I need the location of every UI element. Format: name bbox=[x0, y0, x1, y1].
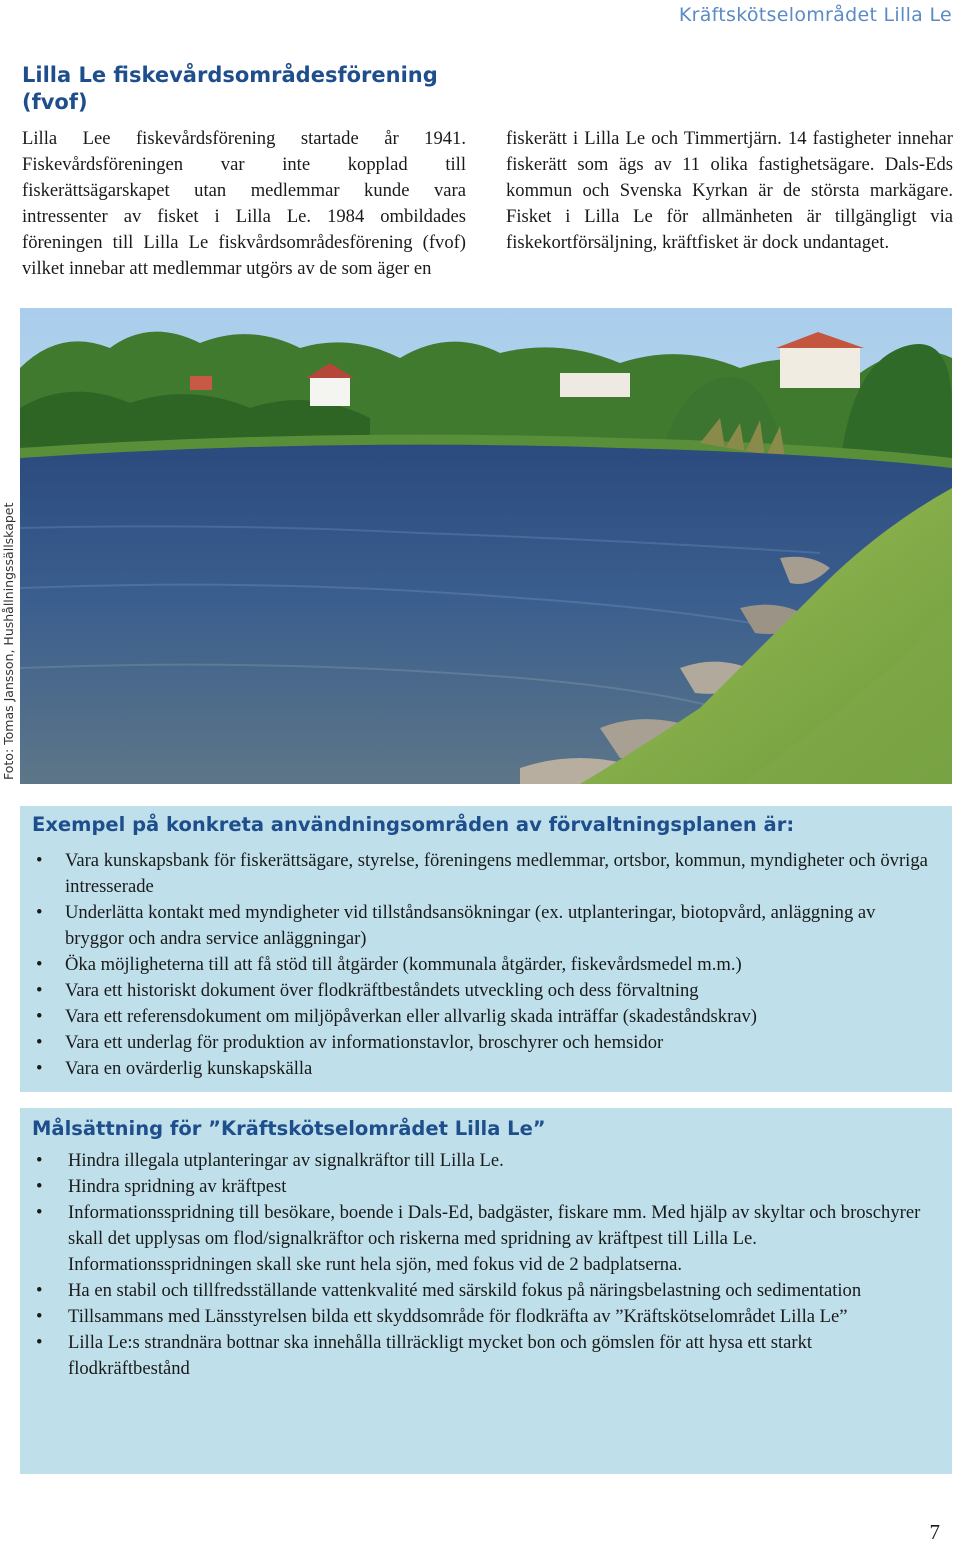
bullet-icon: • bbox=[36, 1150, 43, 1171]
list-item bbox=[32, 952, 940, 978]
list-item bbox=[32, 900, 940, 952]
running-header: Kräftskötselområdet Lilla Le bbox=[678, 4, 952, 26]
list-item bbox=[32, 1330, 940, 1382]
list-item-text: Hindra illegala utplanteringar av signalkräftor till Lilla Le. bbox=[68, 1150, 504, 1171]
list-item-text: Tillsammans med Länsstyrelsen bilda ett skyddsområde för flodkräfta av ”Kräftskötselområdet Lilla Le” bbox=[68, 1306, 848, 1327]
list-item-text: Vara ett referensdokument om miljöpåverkan eller allvarlig skada inträffar (skadeståndskrav) bbox=[65, 1006, 757, 1027]
list-item bbox=[32, 1200, 940, 1278]
bullet-icon: • bbox=[36, 1306, 43, 1327]
list-item-text: Ha en stabil och tillfredsställande vattenkvalité med särskild fokus på näringsbelastning och sedimentation bbox=[68, 1280, 862, 1301]
bullet-icon: • bbox=[36, 954, 43, 975]
list-item-text: Öka möjligheterna till att få stöd till åtgärder (kommunala åtgärder, fiskevårdsmedel m.m.) bbox=[65, 954, 742, 975]
bullet-icon: • bbox=[36, 1058, 43, 1079]
goals-title: Målsättning för ”Kräftskötselområdet Lilla Le” bbox=[32, 1117, 546, 1140]
list-item-text: Vara en ovärderlig kunskapskälla bbox=[65, 1058, 313, 1079]
body-text-left-column: Lilla Lee fiskevårdsförening startade år 1941. Fiskevårdsföreningen var inte kopplad till fiskerättsägarskapet utan medlemmar kunde vara intressenter av fisket i Lilla Le. 1984 ombildades föreningen till Lilla Le fiskvårdsområdesförening (fvof) vilket innebar att medlemmar utgörs av de som äger en bbox=[22, 128, 466, 279]
bullet-icon: • bbox=[36, 1006, 43, 1027]
list-item bbox=[32, 1030, 940, 1056]
bullet-icon: • bbox=[36, 1032, 43, 1053]
bullet-icon: • bbox=[36, 1332, 43, 1353]
list-item bbox=[32, 1004, 940, 1030]
bullet-icon: • bbox=[36, 1176, 43, 1197]
list-item bbox=[32, 848, 940, 900]
body-text-right-column: fiskerätt i Lilla Le och Timmertjärn. 14 fastigheter innehar fiskerätt som ägs av 11 olika fastighetsägare. Dals-Eds kommun och Svenska Kyrkan är de största markägare. Fisket i Lilla Le för allmänheten är tillgängligt via fiskekortförsäljning, kräftfisket är dock undantaget. bbox=[506, 128, 953, 253]
usage-examples-box bbox=[20, 806, 952, 1092]
photo-credit: Foto: Tomas Jansson, Hushållningssällskapet bbox=[1, 502, 16, 780]
bullet-icon: • bbox=[36, 902, 43, 923]
list-item-text: Hindra spridning av kräftpest bbox=[68, 1176, 287, 1197]
list-item bbox=[32, 1304, 940, 1330]
usage-examples-list bbox=[32, 848, 940, 1082]
section-title: Lilla Le fiskevårdsområdesförening (fvof) bbox=[22, 63, 438, 114]
list-item bbox=[32, 1148, 940, 1174]
lake-photo bbox=[20, 308, 952, 784]
list-item bbox=[32, 1056, 940, 1082]
goals-box bbox=[20, 1108, 952, 1474]
bullet-icon: • bbox=[36, 1202, 43, 1223]
list-item-text: Vara ett underlag för produktion av informationstavlor, broschyrer och hemsidor bbox=[65, 1032, 664, 1053]
list-item-text: Vara ett historiskt dokument över flodkräftbeståndets utveckling och dess förvaltning bbox=[65, 980, 699, 1001]
list-item bbox=[32, 1278, 940, 1304]
bullet-icon: • bbox=[36, 1280, 43, 1301]
list-item-text: Informationsspridning till besökare, boende i Dals-Ed, badgäster, fiskare mm. Med hjälp av skyltar och broschyrer skall det upplysas om flod/signalkräftor och riskerna med spridning av kräftpest till Lilla Le. Informationsspridningen skall ske runt hela sjön, med fokus vid de 2 badplatserna. bbox=[68, 1202, 921, 1275]
list-item-text: Lilla Le:s strandnära bottnar ska innehålla tillräckligt mycket bon och gömslen för att hysa ett starkt flodkräftbestånd bbox=[68, 1332, 813, 1379]
list-item-text: Vara kunskapsbank för fiskerättsägare, styrelse, föreningens medlemmar, ortsbor, kommun, myndigheter och övriga intresserade bbox=[65, 850, 928, 897]
bullet-icon: • bbox=[36, 850, 43, 871]
page-number: 7 bbox=[929, 1520, 940, 1544]
list-item bbox=[32, 978, 940, 1004]
list-item bbox=[32, 1174, 940, 1200]
usage-examples-title: Exempel på konkreta användningsområden av förvaltningsplanen är: bbox=[32, 813, 795, 836]
bullet-icon: • bbox=[36, 980, 43, 1001]
goals-list bbox=[32, 1148, 940, 1382]
list-item-text: Underlätta kontakt med myndigheter vid tillståndsansökningar (ex. utplanteringar, biotopvård, anläggning av bryggor och andra service anläggningar) bbox=[65, 902, 876, 949]
